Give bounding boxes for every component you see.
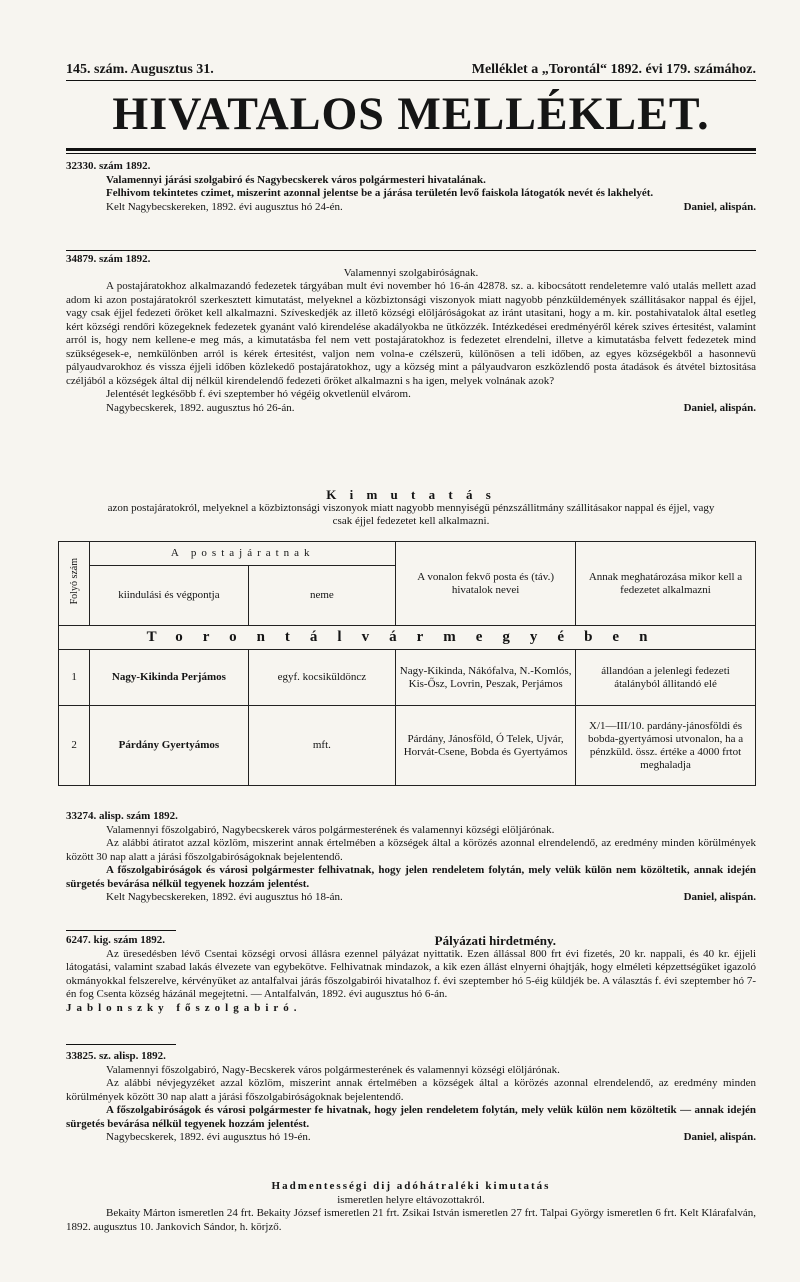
notice-bold: A főszolgabiróságok és városi polgármester fe hivatnak, hogy jelen rendeletem folytán, mely velük külön nem közöltetik — annak idején sürgetés bevárása nélkül tegyenek hozzám jelentést. [66,1104,756,1130]
row-when: X/1—III/10. pardány-jánosföldi és bobda-gyertyámosi utvonalon, ha a pénzküld. össz. értéke a 4000 frtot meghaladja [576,706,756,786]
kimutatas-heading [66,488,756,529]
row-offices: Párdány, Jánosföld, Ó Telek, Ujvár, Horvát-Csene, Bobda és Gyertyámos [396,706,576,786]
notice-33274 [66,810,756,905]
notice-date: Nagybecskerek, 1892. évi augusztus hó 19-én. [106,1131,311,1143]
notice-date: Kelt Nagybecskereken, 1892. évi augusztus hó 18-án. [106,891,343,903]
row-number: 2 [59,706,90,786]
row-kind: mft. [248,706,396,786]
divider [66,250,756,251]
notice-date: Nagybecskerek, 1892. augusztus hó 26-án. [106,401,295,414]
notice-deadline: Jelentését legkésőbb f. évi szeptember hó végéig okvetlenül elvárom. [106,388,411,400]
notice-signature: Daniel, alispán. [683,401,756,414]
notice-signature: Daniel, alispán. [683,891,756,903]
row-route: Párdány Gyertyámos [90,706,248,786]
hadmentessegi-subtitle: ismeretlen helyre eltávozottakról. [337,1193,485,1206]
row-route: Nagy-Kikinda Perjámos [90,650,248,706]
notice-bold: A főszolgabiróságok és városi polgármester felhivatnak, hogy jelen rendeletem folytán, mely velük külön nem közöltetik, annak idején sürgetés bevárása nélkül tegyenek hozzám jelentést. [66,864,756,890]
notice-addressee: Valamennyi főszolgabiró, Nagy-Becskerek város polgármesterének és valamennyi községi elöljárónak. [106,1063,560,1076]
notice-number: 6247. kig. szám 1892. [66,934,165,946]
col-neme: neme [248,566,396,626]
notice-date: Kelt Nagybecskereken, 1892. évi augusztus hó 24-én. [106,200,343,213]
issue-number: 145. szám. Augusztus 31. [66,62,214,77]
notice-body: Az alábbi névjegyzéket azzal közlöm, miszerint annak értelmében a községek által a körözés azonnal elrendelendő, az eredmény minden körülmények között 30 nap alatt a járási főszolgabiróságoknak bejelentendő. [66,1077,756,1103]
col-kiindulasi: kiindulási és végpontja [90,566,248,626]
table-row [59,650,756,706]
notice-signature: Daniel, alispán. [683,200,756,213]
col-folyo-szam: Folyó szám [59,542,90,626]
notice-body: Felhivom tekintetes czimet, miszerint azonnal jelentse be a járása területén levő faiskola látogatók nevét és lakhelyét. [106,187,654,199]
notice-body: Az üresedésben lévő Csentai községi orvosi állásra ezennel pályázat nyittatik. Ezen állással 800 frt évi fizetés, 20 kr. nappali, és 40 kr. éjjeli látogatási, valamint szabad lakás élvezete van egybekötve. Felhivatnak mindazok, a kik ezen állást elnyerni óhajtják, hogy elméleti képzettségüket igazoló okmányokkal felszerelve, kérvényüket az antalfalvai járás főszolgabirói hivatalhoz f. évi szeptember hó 5-éig küldjék be. A választás f. évi szeptember hó 7-én fog Csenta község házánál megejtetni. — Antalfalván, 1892. évi augusztus hó 6-án. [66,947,756,1000]
notice-34879 [66,253,756,415]
notice-addressee: Valamennyi járási szolgabiró és Nagybecskerek város polgármesteri hivatalának. [106,173,486,186]
kimutatas-table [58,541,756,786]
hadmentessegi-kimutatas [66,1180,756,1234]
notice-heading: Pályázati hirdetmény. [434,933,556,948]
kimutatas-subtitle: azon postajáratokról, melyeknel a közbiztonsági viszonyok miatt nagyobb mennyiségü pénzszállitmány szállitásakor nappal és éjjel, vagy csak éjjel fedezetet kell alkalmazni. [107,501,715,527]
col-meghatarozas: Annak meghatározása mikor kell a fedezetet alkalmazni [576,542,756,626]
notice-number: 34879. szám 1892. [66,253,151,265]
title-rule-thin [66,153,756,154]
hadmentessegi-body: Bekaity Márton ismeretlen 24 frt. Bekaity József ismeretlen 21 frt. Zsikai István ismeretlen 27 frt. Talpai György ismeretlen 6 frt. Kelt Klárafalván, 1892. augusztus 10. Jankovich Sándor, h. körjző. [66,1207,756,1233]
notice-6247 [66,934,756,1015]
notice-number: 33825. sz. alisp. 1892. [66,1050,166,1062]
notice-number: 33274. alisp. szám 1892. [66,810,178,822]
notice-number: 32330. szám 1892. [66,160,151,172]
notice-32330 [66,160,756,214]
notice-signature: Daniel, alispán. [683,1131,756,1143]
notice-body: Az alábbi átiratot azzal közlöm, miszerint annak értelmében a községek által a körözés azonnal elrendelendő, az eredmény minden körülmények között 30 nap alatt a járási főszolgabiróságoknak bejelentendő. [66,837,756,863]
notice-addressee: Valamennyi főszolgabiró, Nagybecskerek város polgármesterének és valamennyi községi elöljárónak. [106,823,555,836]
notice-addressee: Valamennyi szolgabiróságnak. [343,266,479,279]
divider [66,1044,176,1045]
row-kind: egyf. kocsiküldöncz [248,650,396,706]
region-row: Torontálvármegyében [59,626,756,650]
kimutatas-title: K i m u t a t á s [326,487,496,502]
title-rule-thick [66,148,756,151]
header-rule [66,80,756,81]
col-vonal: A vonalon fekvő posta és (táv.) hivatalok nevei [396,542,576,626]
notice-33825 [66,1050,756,1145]
notice-signature: Jablonszky főszolgabiró. [66,1001,302,1014]
issue-header [66,62,756,78]
divider [66,930,176,931]
row-when: állandóan a jelenlegi fedezeti átalányból állitandó elé [576,650,756,706]
supplement-note: Melléklet a „Torontál“ 1892. évi 179. számához. [471,62,756,77]
notice-body: A postajáratokhoz alkalmazandó fedezetek tárgyában mult évi november hó 16-án 42878. sz. a. kibocsátott rendeletemre való utalás mellett azad adom ki azon postajáratokról szerkesztett kimutatást, melyeknel a közbiztonsági viszonyok miatt nagyobb pénzküldemények szállitásakor nappal és éjjel, vagy csak éjjel fedezeti őröket kell alkalmazni. Szíveskedjék az illető községi elöljáróságokat az iránt utasitani, hogy a m. kir. postahivatalok által esetleg kért községi rendőri közegeknek fedezetek gyanánt való kirendelése akadályokba ne ütközzék. Intézkedései eredményéről kérek szives értesitést, valamint arról is, hogy nem kellene-e meg más, a kimutatásba fel nem vett postajáratokhoz is fedezetet elrendelni, illetve a kimutatásba felvett fedezetek mind szükségesek-e, nemkülönben arról is kérek értesitést, valjon nem volna-e czélszerü, különösen a teli időben, az egyes községekből a hasonnevü pályaudvarokhoz és vissza éjjeli időben közlekedő postajáratokhoz, ugy a község mint a pályaudvaron eszközlendő posta átadások és átvétel biztositása czéljából a községek által dij nélkül kirendelendő fedezeti őröket alkalmazni s ha igen, melyek volnának azok? [66,280,756,387]
page-title: HIVATALOS MELLÉKLET. [112,88,710,140]
hadmentessegi-title: Hadmentességi dij adóhátraléki kimutatás [271,1180,551,1192]
row-offices: Nagy-Kikinda, Nákófalva, N.-Komlós, Kis-Ősz, Lovrin, Peszak, Perjámos [396,650,576,706]
table-row [59,706,756,786]
row-number: 1 [59,650,90,706]
col-postajarat: A postajáratnak [90,542,396,566]
